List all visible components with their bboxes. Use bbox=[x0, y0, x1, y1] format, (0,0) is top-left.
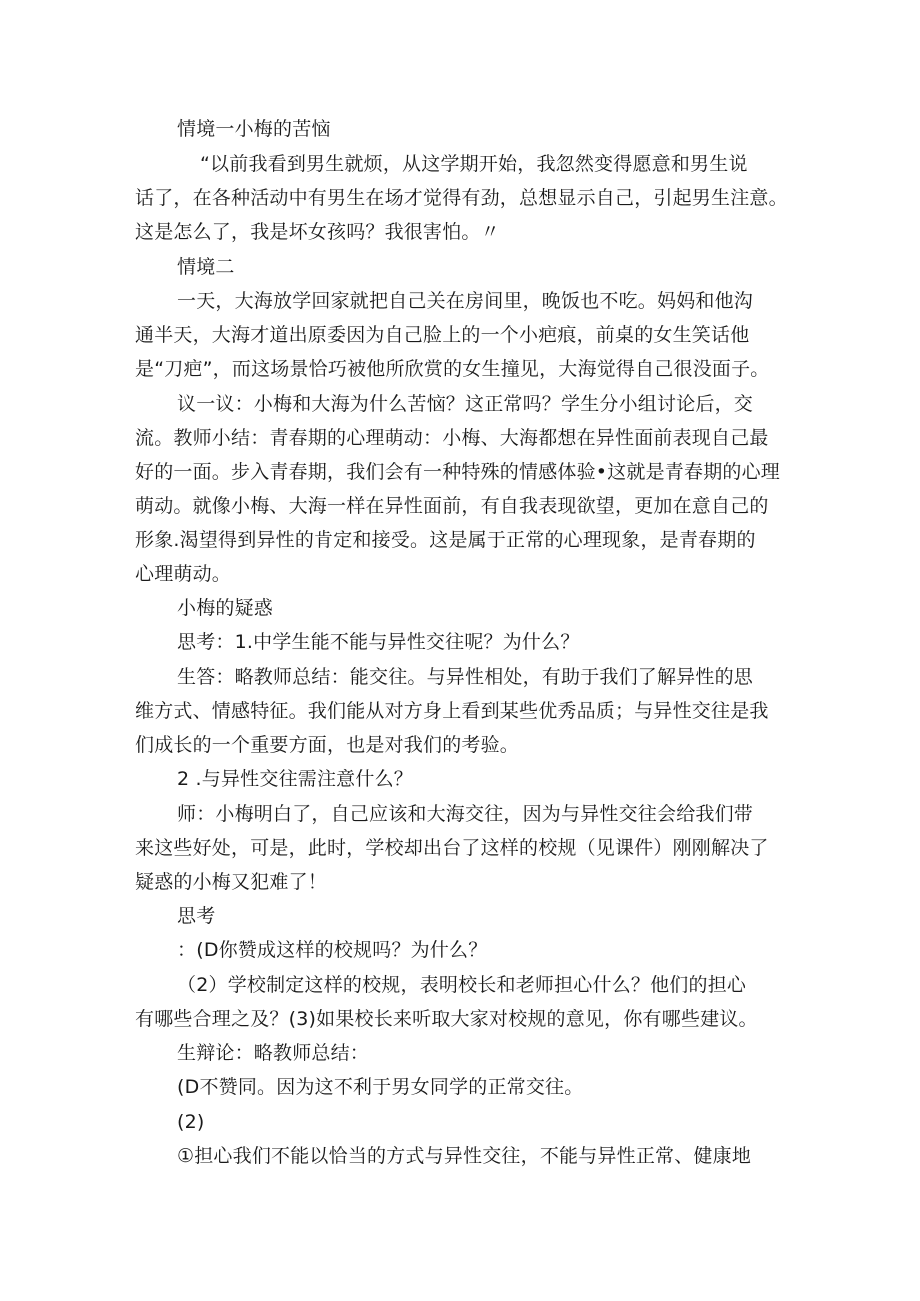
paragraph-line: “以前我看到男生就烦，从这学期开始，我忽然变得愿意和男生说 bbox=[200, 153, 748, 175]
paragraph-line: 生辩论：略教师总结： bbox=[177, 1042, 370, 1064]
heading-think: 思考 bbox=[177, 905, 216, 927]
paragraph-line: 们成长的一个重要方面，也是对我们的考验。 bbox=[135, 734, 520, 756]
paragraph-line: 师：小梅明白了，自己应该和大海交往，因为与异性交往会给我们带 bbox=[177, 803, 754, 825]
heading-scenario-two: 情境二 bbox=[177, 256, 235, 278]
paragraph-line: 通半天，大海才道出原委因为自己脸上的一个小疤痕，前桌的女生笑话他 bbox=[135, 324, 750, 346]
heading-scenario-one: 情境一小梅的苦恼 bbox=[177, 118, 331, 140]
paragraph-line: 思考：1.中学生能不能与异性交往呢？为什么？ bbox=[177, 631, 580, 653]
paragraph-line: (2) bbox=[177, 1111, 205, 1133]
paragraph-line: 是“刀疤”，而这场景恰巧被他所欣赏的女生撞见，大海觉得自己很没面子。 bbox=[135, 358, 770, 380]
paragraph-line: 话了，在各种活动中有男生在场才觉得有劲，总想显示自己，引起男生注意。 bbox=[135, 187, 788, 209]
paragraph-line: 流。教师小结：青春期的心理萌动：小梅、大海都想在异性面前表现自己最 bbox=[135, 427, 769, 449]
paragraph-line: 好的一面。步入青春期，我们会有一种特殊的情感体验•这就是青春期的心理 bbox=[135, 461, 781, 483]
paragraph-line: ：(D你赞成这样的校规吗？为什么？ bbox=[177, 939, 488, 961]
paragraph-line: 议一议：小梅和大海为什么苦恼？这正常吗？学生分小组讨论后，交 bbox=[177, 393, 754, 415]
paragraph-line: 这是怎么了，我是坏女孩吗？我很害怕。〃 bbox=[135, 221, 500, 243]
paragraph-line: ①担心我们不能以恰当的方式与异性交往，不能与异性正常、健康地 bbox=[177, 1145, 752, 1167]
paragraph-line: 心理萌动。 bbox=[135, 563, 232, 585]
paragraph-line: 维方式、情感特征。我们能从对方身上看到某些优秀品质；与异性交往是我 bbox=[135, 700, 769, 722]
paragraph-line: (D不赞同。因为这不利于男女同学的正常交往。 bbox=[177, 1076, 584, 1098]
heading-xiaomei-doubt: 小梅的疑惑 bbox=[177, 597, 274, 619]
paragraph-line: 萌动。就像小梅、大海一样在异性面前，有自我表现欲望，更加在意自己的 bbox=[135, 495, 769, 517]
paragraph-line: 2 .与异性交往需注意什么？ bbox=[177, 768, 413, 790]
paragraph-line: 形象.渴望得到异性的肯定和接受。这是属于正常的心理现象，是青春期的 bbox=[135, 529, 756, 551]
paragraph-line: 疑惑的小梅又犯难了！ bbox=[135, 871, 328, 893]
paragraph-line: 生答：略教师总结：能交往。与异性相处，有助于我们了解异性的思 bbox=[177, 666, 754, 688]
paragraph-line: 有哪些合理之及？(3)如果校长来听取大家对校规的意见，你有哪些建议。 bbox=[135, 1008, 758, 1030]
paragraph-line: 一天，大海放学回家就把自己关在房间里，晚饭也不吃。妈妈和他沟 bbox=[177, 290, 754, 312]
paragraph-line: 来这些好处，可是，此时，学校却出台了这样的校规（见课件）刚刚解决了 bbox=[135, 837, 769, 859]
paragraph-line: （2）学校制定这样的校规，表明校长和老师担心什么？他们的担心 bbox=[177, 974, 747, 996]
